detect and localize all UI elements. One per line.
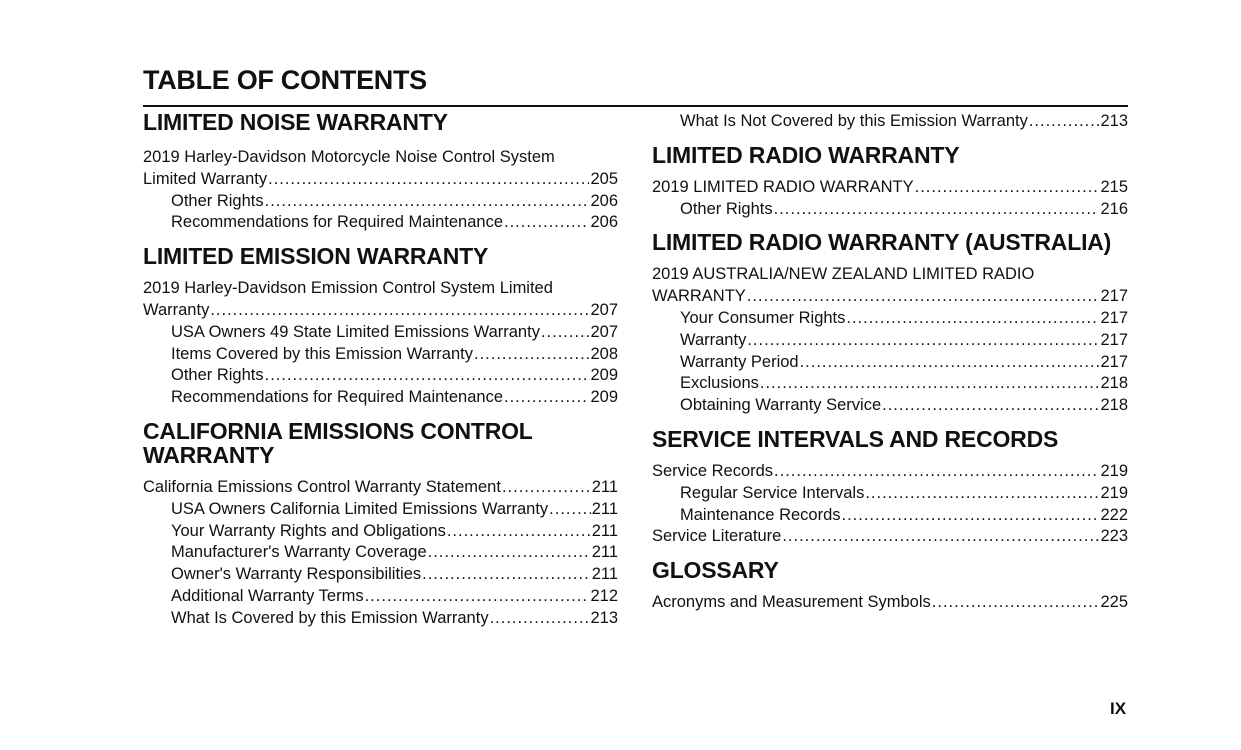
- entry-page: 217: [1100, 308, 1128, 327]
- entry-page: 211: [591, 565, 618, 584]
- entry-text: 2019 Harley-Davidson Motorcycle Noise Control System: [143, 148, 555, 166]
- toc-sub-entry[interactable]: [652, 199, 1128, 221]
- entry-label: Other Rights: [171, 191, 264, 210]
- toc-entry[interactable]: [652, 177, 1128, 199]
- toc-sub-entry[interactable]: [143, 387, 618, 409]
- leader-dots: [1029, 111, 1100, 133]
- entry-page: 219: [1100, 483, 1128, 502]
- section-title: LIMITED RADIO WARRANTY: [652, 141, 960, 168]
- entry-label: Your Warranty Rights and Obligations: [171, 521, 446, 540]
- entry-page: 211: [591, 543, 618, 562]
- entry-page: 209: [590, 388, 618, 407]
- section-title: LIMITED RADIO WARRANTY (AUSTRALIA): [652, 229, 1112, 256]
- toc-sub-entry[interactable]: [143, 322, 618, 344]
- entry-label: What Is Covered by this Emission Warranty: [171, 608, 489, 627]
- entry-page: 217: [1100, 352, 1128, 371]
- entry-page: 211: [591, 477, 618, 496]
- entry-label: Maintenance Records: [680, 505, 841, 524]
- entry-page: 217: [1100, 330, 1128, 349]
- entry-page: 216: [1100, 199, 1128, 218]
- entry-page: 207: [590, 300, 618, 319]
- page-title: TABLE OF CONTENTS: [143, 65, 427, 95]
- leader-dots: [865, 483, 1099, 505]
- entry-text: 2019 Harley-Davidson Emission Control System Limited: [143, 279, 553, 298]
- toc-entry[interactable]: [652, 526, 1128, 548]
- entry-page: 213: [590, 608, 618, 627]
- leader-dots: [549, 499, 591, 521]
- leader-dots: [800, 352, 1100, 374]
- leader-dots: [474, 344, 589, 366]
- toc-entry[interactable]: [652, 461, 1128, 483]
- leader-dots: [447, 521, 591, 543]
- entry-label: Owner's Warranty Responsibilities: [171, 565, 422, 584]
- leader-dots: [265, 365, 590, 387]
- entry-label: Warranty: [143, 300, 210, 319]
- entry-label: Obtaining Warranty Service: [680, 396, 882, 415]
- entry-label: What Is Not Covered by this Emission Warranty: [680, 112, 1028, 130]
- leader-dots: [268, 169, 589, 191]
- leader-dots: [774, 199, 1100, 221]
- leader-dots: [747, 286, 1100, 308]
- section-limited-radio-warranty: [652, 143, 1128, 221]
- toc-sub-entry[interactable]: [143, 521, 618, 543]
- leader-dots: [428, 542, 591, 564]
- leader-dots: [747, 330, 1099, 352]
- title-rule: [143, 105, 1128, 107]
- page-number: IX: [1110, 699, 1127, 718]
- leader-dots: [842, 505, 1100, 527]
- toc-left-column: [143, 108, 618, 630]
- entry-page: 217: [1100, 287, 1128, 306]
- entry-page: 211: [591, 521, 618, 540]
- toc-sub-entry[interactable]: [652, 395, 1128, 417]
- toc-right-column: [652, 108, 1128, 614]
- entry-label: USA Owners 49 State Limited Emissions Warranty: [171, 322, 540, 341]
- leader-dots: [774, 461, 1099, 483]
- toc-entry[interactable]: [143, 147, 618, 191]
- section-limited-radio-warranty-australia: [652, 230, 1128, 417]
- section-title: SERVICE INTERVALS AND RECORDS: [652, 425, 1059, 452]
- leader-dots: [502, 477, 591, 499]
- entry-label: Warranty: [680, 330, 747, 349]
- entry-label: Service Literature: [652, 527, 782, 546]
- entry-label: Manufacturer's Warranty Coverage: [171, 543, 427, 562]
- entry-page: 225: [1100, 593, 1128, 612]
- entry-label: Service Records: [652, 461, 774, 480]
- leader-dots: [882, 395, 1099, 417]
- entry-label: Acronyms and Measurement Symbols: [652, 593, 931, 612]
- entry-label: Other Rights: [171, 366, 264, 385]
- leader-dots: [932, 592, 1100, 614]
- toc-sub-entry[interactable]: [143, 344, 618, 366]
- entry-page: 222: [1100, 505, 1128, 524]
- leader-dots: [265, 191, 590, 213]
- section-service-intervals-and-records: [652, 427, 1128, 548]
- toc-sub-entry[interactable]: [652, 505, 1128, 527]
- leader-dots: [760, 373, 1100, 395]
- entry-page: 215: [1100, 177, 1128, 196]
- leader-dots: [365, 586, 590, 608]
- entry-page: 213: [1100, 112, 1128, 130]
- toc-sub-entry[interactable]: [143, 586, 618, 608]
- entry-label: Items Covered by this Emission Warranty: [171, 344, 473, 363]
- entry-page: 207: [590, 322, 618, 341]
- toc-sub-entry[interactable]: [143, 191, 618, 213]
- entry-page: 206: [590, 191, 618, 210]
- entry-page: 212: [590, 586, 618, 605]
- toc-sub-entry[interactable]: [143, 608, 618, 630]
- section-title: LIMITED NOISE WARRANTY: [143, 109, 448, 135]
- entry-page: 211: [591, 499, 618, 518]
- section-limited-emission-warranty: [143, 244, 618, 409]
- leader-dots: [504, 387, 589, 409]
- entry-page: 208: [590, 344, 618, 363]
- entry-text: 2019 AUSTRALIA/NEW ZEALAND LIMITED RADIO: [652, 265, 1035, 284]
- entry-label: Exclusions: [680, 374, 759, 393]
- section-title-line2: WARRANTY: [143, 441, 275, 468]
- toc-entry[interactable]: [143, 477, 618, 499]
- toc-sub-entry[interactable]: [143, 212, 618, 234]
- toc-sub-entry[interactable]: [652, 352, 1128, 374]
- section-limited-noise-warranty: [143, 110, 618, 234]
- toc-sub-entry[interactable]: [652, 308, 1128, 330]
- entry-label: Other Rights: [680, 199, 773, 218]
- entry-label: Recommendations for Required Maintenance: [171, 388, 504, 407]
- section-title: LIMITED EMISSION WARRANTY: [143, 243, 489, 270]
- leader-dots: [846, 308, 1099, 330]
- entry-label: California Emissions Control Warranty Statement: [143, 477, 501, 496]
- toc-sub-entry[interactable]: [143, 542, 618, 564]
- entry-label: Additional Warranty Terms: [171, 586, 364, 605]
- entry-page: 218: [1100, 374, 1128, 393]
- section-title-line1: CALIFORNIA EMISSIONS CONTROL: [143, 417, 533, 444]
- toc-sub-entry[interactable]: [143, 365, 618, 387]
- entry-label: Your Consumer Rights: [680, 308, 846, 327]
- entry-page: 219: [1100, 461, 1128, 480]
- section-title: [143, 419, 618, 467]
- entry-label: Limited Warranty: [143, 169, 268, 188]
- entry-page: 209: [590, 366, 618, 385]
- leader-dots: [504, 212, 589, 234]
- section-california-emissions-control-warranty: [143, 419, 618, 630]
- entry-label: Regular Service Intervals: [680, 483, 865, 502]
- leader-dots: [915, 177, 1100, 199]
- toc-sub-entry[interactable]: [143, 564, 618, 586]
- leader-dots: [541, 322, 590, 344]
- toc-entry[interactable]: [652, 264, 1128, 308]
- entry-label: Recommendations for Required Maintenance: [171, 213, 504, 232]
- entry-label: WARRANTY: [652, 287, 746, 306]
- entry-label: USA Owners California Limited Emissions Warranty: [171, 499, 549, 518]
- toc-sub-entry[interactable]: [652, 483, 1128, 505]
- toc-sub-entry[interactable]: [652, 111, 1128, 133]
- entry-label: Warranty Period: [680, 352, 799, 371]
- entry-page: 206: [590, 213, 618, 232]
- leader-dots: [422, 564, 591, 586]
- section-glossary: [652, 558, 1128, 614]
- toc-sub-entry[interactable]: [652, 373, 1128, 395]
- toc-sub-entry[interactable]: [143, 499, 618, 521]
- leader-dots: [490, 608, 590, 630]
- entry-page: 218: [1100, 396, 1128, 415]
- leader-dots: [210, 300, 589, 322]
- toc-entry[interactable]: [652, 592, 1128, 614]
- toc-entry[interactable]: [143, 278, 618, 322]
- entry-page: 223: [1100, 527, 1128, 546]
- toc-sub-entry[interactable]: [652, 330, 1128, 352]
- entry-label: 2019 LIMITED RADIO WARRANTY: [652, 177, 914, 196]
- entry-page: 205: [590, 169, 618, 188]
- section-title: GLOSSARY: [652, 557, 779, 584]
- leader-dots: [782, 526, 1099, 548]
